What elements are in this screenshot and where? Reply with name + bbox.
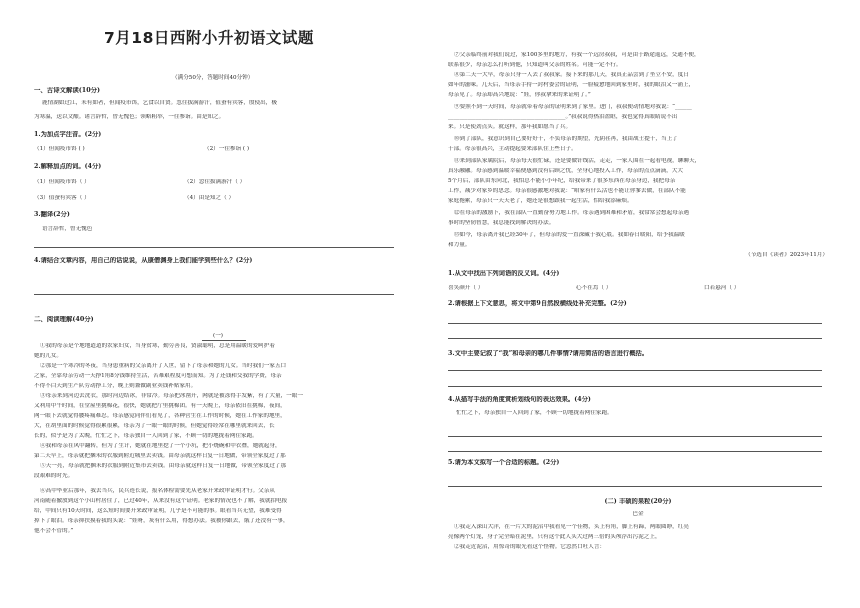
paragraph: 工作，减少对家乡的思念。母亲很感激地对我说：“咱家有什么活也不能让你爹去做，在部队不能 [448,188,686,194]
answer-line[interactable] [448,486,822,487]
paragraph: 母亲见了。母亲却高兴地说：“娃，你叔拿来的来证明了。” [448,92,591,98]
page-subtitle: （满分50分，答题时间40分钟） [172,75,254,81]
paragraph: ⑩到了部队，我意识到自己要好好干，不负母亲的期望，光阴荏苒，我由战士提干，当上了 [454,136,678,142]
paragraph: ②我走近泥沼，用惊奇的眼光看这个怪物。它忽然口吐人言： [454,544,606,550]
paragraph: 家庭拖累，母亲只一天天老了，她还是很想跟我一起生活，怕给我添麻烦。 [448,198,633,204]
paragraph: ⑤天一亮，母亲就把捆未的衣服到附近集市去卖钱。由母亲就这样日复一日地做，带领全家度过了那 [40,463,287,469]
paragraph: 网一眼下去就觉得腰疼痛难忍。母亲感觉同伴们看见了，各种营生在工作的时候，她在工作家的地里， [34,413,286,419]
question-r1a: 喜笑颜开（ ） [448,285,484,291]
question-r1c: 口若悬河（ ） [704,285,740,291]
question-1a: （1）但闻疫市饵 ( ) [34,146,85,152]
question-r3: 3.文中主要记叙了“我”和母亲的哪几件事情?请用简洁的语言进行概括。 [448,350,649,357]
paragraph: 她的儿女。 [34,353,62,359]
paragraph: 第二天早上，母亲就把捆未的衣服到附近城里去卖钱。由母亲就这样日复一日地做，带领全家度过了那 [34,453,286,459]
question-r4a: 忙忙之下，母亲独自一人回到了家，不顾一切地拢着网往家跑。 [456,410,613,416]
paragraph: 和力量。 [448,242,471,248]
question-2c: （3）值蚕有宾客（ ） [34,195,90,201]
question-4: 4.请结合文章内容，用自己的话说说，从康僧渊身上我们能学到些什么？(2分) [34,257,253,264]
passage-1-heading: (一) [213,333,223,339]
answer-line[interactable] [448,338,822,339]
paragraph: ③母亲来到河边去洗衣，那时河边结冰，非常冷。母亲把冰凿开，网就是被冻得手发紫，有了大量，一眼一 [40,393,303,399]
paragraph: ④我和母亲在风中翻转，但为了生计，她就在地里挖了一个小坑，把小烧碗和中衣叠，她就起身， [40,443,281,449]
page-title: 7月18日西附小升初语文试题 [104,29,314,47]
paragraph: ①我走入深山大洋，在一片大的泥沼中我看见一个佳物，头上有角，脚上有蹄，两眼圆睁，红亮 [454,524,689,530]
question-1b: （2）一往参诣 ( ) [204,146,250,152]
paragraph: ⑫在母亲的激励下，我在部队一直勤奋努力地工作。母亲遇到困难和矛盾，我常常会想起母亲遇 [454,210,689,216]
paragraph: ⑧第二天一大早，母亲只身一人去了叔叔家。接下来的那几天，我真正品尝到了坐立不安，度日 [454,72,689,78]
passage-2-author: 巴金 [632,511,644,517]
paragraph: ⑨要照不到一天时间，母亲就带着母亲的证明来到了家里。进门，叔叔便动情地对我说：“______ [454,104,692,110]
paragraph: 如年的滋味。几天后，当母亲手持一封村委会的证明，一脸疲惫地回到家里时，我的眼泪又一涌上， [448,82,695,88]
paragraph: 之家，全靠母亲劳动一天挣1角8分钱维持生活，苦难艰程度可想而知。为了还钱和交我的学费，母亲 [34,373,282,379]
paragraph: 给，中间只有10天时间，这么短时间要开来政审证明，几乎是不可能的事。眼看当兵无望，我难受得 [34,508,282,514]
answer-line[interactable] [448,451,822,452]
paragraph: 大，在胡里面的时候觉得很累很累，母亲为了一眼一眼的时候，但她觉得经常在哪里就来回去，长 [34,423,275,429]
paragraph: ②那是一个寒冷的冬夜，当身患重病的父亲离开了人世，留下了母亲和她的儿女。当时我们一家五口 [40,363,287,369]
paragraph: 亮像两个灯笼，身子完全暗在泥里，只有这个此人头大过两三倍的头颅浮出污泥之上， [448,534,661,540]
poem-line: 为寒温，送以文酿。诸言辞哲，曾无愧色；领略粗举，一往参诣。由是知之。 [34,114,225,120]
answer-line[interactable] [448,370,822,371]
passage-source: （节选自《读者》2023年11月） [745,252,828,258]
question-2a: （1）但闻疫市饵（ ） [34,179,90,185]
section-reading: 二、阅读理解(40分) [34,316,94,323]
paragraph: ⑥高中毕业后那年，我去当兵，民兵连长说，报名体检需要先从老家开来政审证明才行。父亲从 [40,488,275,494]
paragraph: 干部。母亲很高兴，主动提起要来部队住上些日子。 [448,146,577,152]
answer-line[interactable] [448,323,822,324]
paragraph: 段艰难的时光。 [34,473,74,479]
answer-line[interactable] [34,294,394,295]
passage-2-heading: (二) 丰硕的果粒(20分) [604,498,672,505]
paragraph: 又利用中午时间，在堂屋里挑棉花，很快，她就把厅里挑棉团。有一天晚上，母亲依旧在挑棉，夜间， [34,403,286,409]
question-r2: 2.请根据上下文意思，将文中第9自然段横线处补充完整。(2分) [448,300,627,307]
paragraph: ⑦父亲临终前对我们说过，家100多里的地方，有我一个远房叔叔，可是由于路途遥远，交通不便， [454,52,700,58]
question-2b: （2）忽往拔满游汁（ ） [184,179,246,185]
question-r4: 4.从描写手法的角度赏析划线句的表达效果。(4分) [448,396,591,403]
question-3: 3.翻译(2分) [34,211,70,218]
question-2: 2.解释加点的词。(4分) [34,163,102,170]
paragraph: 事时的坚韧智慧，我总能找到解决的办法。 [448,220,555,226]
paragraph: 他不会不管的。” [34,528,74,534]
paragraph: ⑪来到部队家属院后，母亲每天很忙碌，还是要做针线活，走走，一家人围在一起看电视，聊聊天， [454,158,701,164]
question-r1b: 心不在焉（ ） [576,285,612,291]
paragraph: 联系很少，母亲怎么打听到他，只知道叫父亲的姓名。可能一定不行。 [448,62,622,68]
paragraph: 河南随着撤放到这个小山村居住了，已过40年，从来没有这个证明。老家的情况也不了解，我就拍电报 [34,498,288,504]
paragraph: __________________________________________。”叔叔说得热泪盈眶，我也觉得真眼睛说不出 [448,114,678,120]
poem-line: 鹿情湖如过江，未有如者，但闻疫市饵，乞食以自贤。忽往拔满游汁，值蚕有宾客，殷使出，极 [42,100,277,106]
passage-1-title-line [202,340,246,341]
paragraph: 掉下了眼泪。母亲抑扶摸着我的头说：“娃呀，灰有什么用，得想办法。我被你跟去，饿了还没有一事， [34,518,289,524]
answer-line[interactable] [448,386,822,387]
paragraph: 长的，似乎是为了太晚，忙忙之下，母亲独自一人回到了家，不顾一切的地拢着网往家跑。 [34,433,258,439]
question-3a: 语言辞哲，曾无愧色 [42,226,93,232]
section-classical-poem: 一、古诗文解读(10分) [34,87,101,94]
answer-line[interactable] [448,436,822,437]
paragraph: 5个月后，部队由东向北，我怕总不能小小年纪，给我带来了很多东西在母亲身边，我把母亲 [448,178,676,184]
question-1: 1.为加点字注音。(2分) [34,131,102,138]
paragraph: 来。只是使劲点头。就这样，那年我如愿当了兵。 [448,124,572,130]
question-2d: （4）由是知之（ ） [184,195,235,201]
question-r5: 5.请为本文拟写一个合适的标题。(2分) [448,459,560,466]
paragraph: 真乐融融。母亲感到温暖幸福便感到没有后顾之忧，全身心地投入工作，母亲的点点滴滴，大大 [448,168,683,174]
paragraph: ①我的母亲是个地地道道的农家妇女，当身贫寒，勤劳善良，贤淑聪明，总是用温暖的爱呵护着 [40,343,275,349]
paragraph: 不得不白天到生产队劳动挣工分，晚上则兼做副业卖钱补贴家用。 [34,383,197,389]
answer-line[interactable] [34,247,394,248]
paragraph: ⑬如今，母亲离开我已经30年了，但母亲的爱一直深藏于我心底。我如春日暖阳，给予我温暖 [454,232,685,238]
question-r1: 1.从文中找出下列词语的反义词。(4分) [448,270,560,277]
